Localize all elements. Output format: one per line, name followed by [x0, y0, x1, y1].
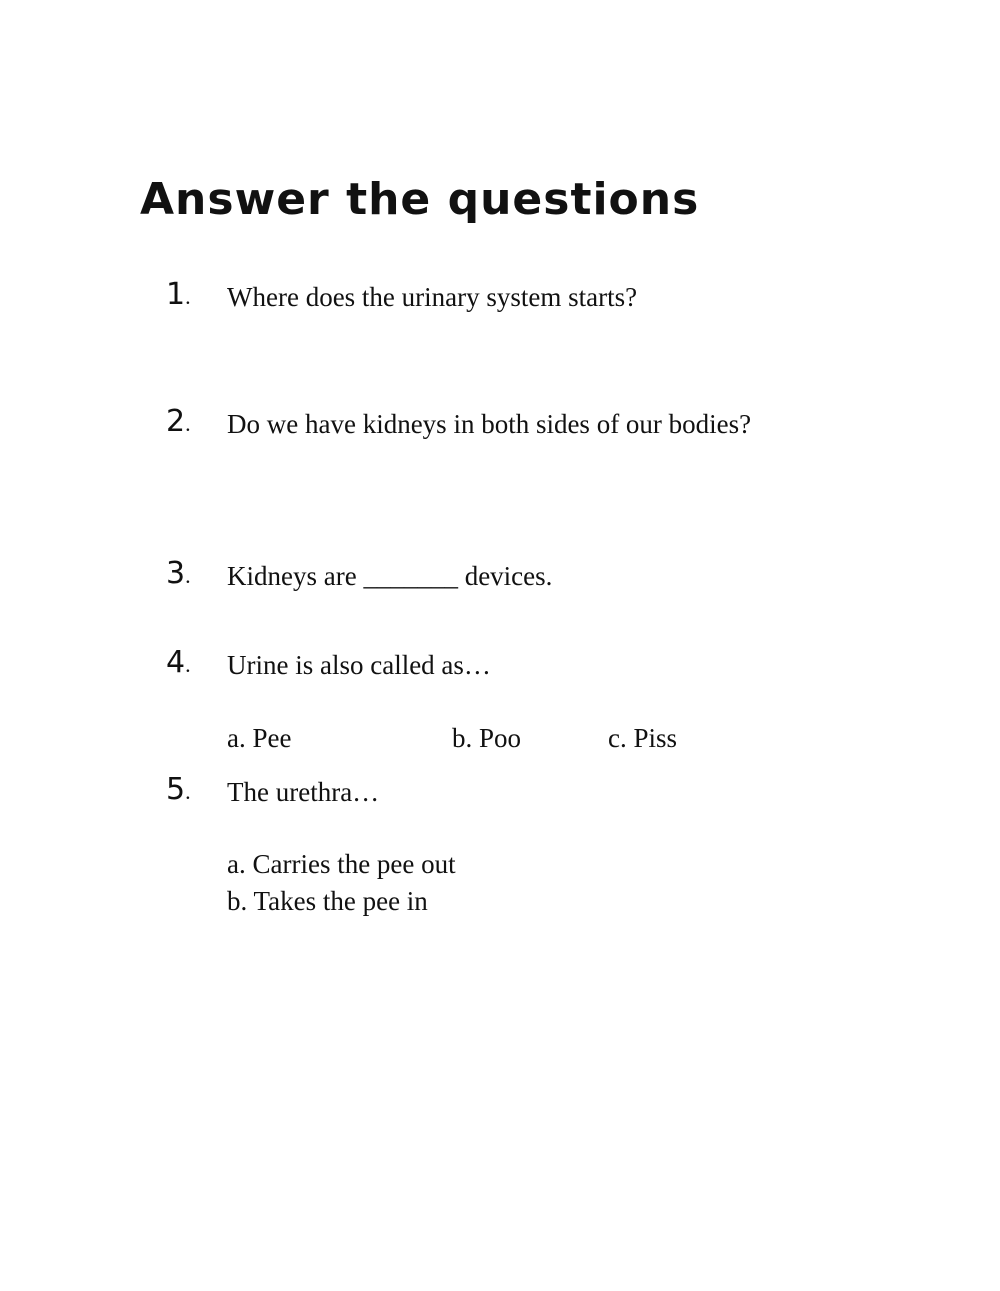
question-4-option-b: b. Poo [452, 723, 522, 753]
question-5-text: The urethra… [227, 777, 380, 807]
worksheet-title: Answer the questions [140, 174, 700, 225]
question-4-option-c: c. Piss [608, 723, 678, 753]
question-4-option-a: a. Pee [227, 723, 292, 753]
question-2-number [166, 404, 191, 439]
question-1-number [166, 277, 191, 312]
question-4-text: Urine is also called as… [227, 650, 491, 680]
question-number: 4 [166, 645, 186, 680]
question-number-dot: . [185, 779, 191, 804]
question-5-option-b: b. Takes the pee in [227, 886, 428, 916]
question-number-dot: . [185, 411, 191, 436]
question-number-dot: . [185, 563, 191, 588]
question-number: 1 [166, 277, 186, 312]
question-3-number [166, 556, 191, 591]
question-4-number [166, 645, 191, 680]
question-number-dot: . [185, 652, 191, 677]
question-number: 3 [166, 556, 186, 591]
question-1-text: Where does the urinary system starts? [227, 282, 638, 312]
question-3-text: Kidneys are _______ devices. [227, 561, 553, 591]
question-number: 2 [166, 404, 186, 439]
question-5-number [166, 772, 191, 807]
question-2-text: Do we have kidneys in both sides of our bodies? [227, 409, 752, 439]
question-number: 5 [166, 772, 186, 807]
question-5-option-a: a. Carries the pee out [227, 849, 456, 879]
question-number-dot: . [185, 284, 191, 309]
